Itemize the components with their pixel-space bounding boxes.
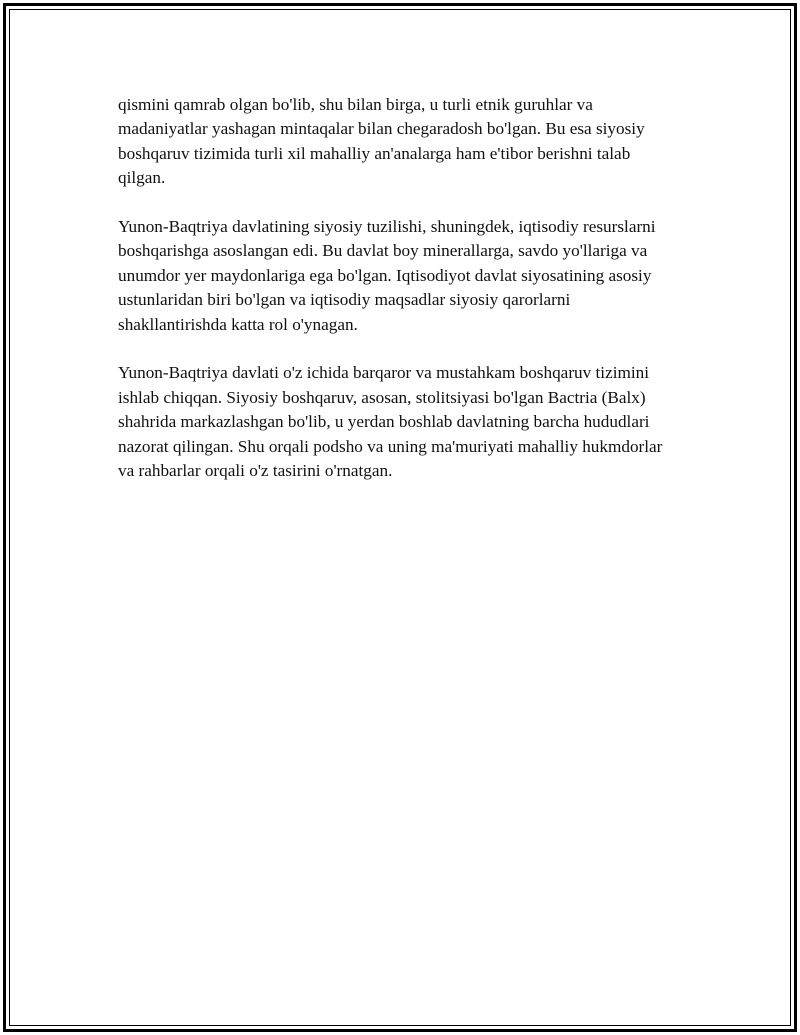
document-body	[118, 93, 678, 508]
paragraph-3: Yunon-Baqtriya davlati o'z ichida barqaror va mustahkam boshqaruv tizimini ishlab chiqqan. Siyosiy boshqaruv, asosan, stolitsiyasi bo'lgan Bactria (Balx) shahrida markazlashgan bo'lib, u yerdan boshlab davlatning barcha hududlari nazorat qilingan. Shu orqali podsho va uning ma'muriyati mahalliy hukmdorlar va rahbarlar orqali o'z tasirini o'rnatgan.	[118, 363, 663, 481]
paragraph-1: qismini qamrab olgan bo'lib, shu bilan birga, u turli etnik guruhlar va madaniyatlar yashagan mintaqalar bilan chegaradosh bo'lgan. Bu esa siyosiy boshqaruv tizimida turli xil mahalliy an'analarga ham e'tibor berishni talab qilgan.	[118, 95, 645, 188]
paragraph-2: Yunon-Baqtriya davlatining siyosiy tuzilishi, shuningdek, iqtisodiy resurslarni boshqarishga asoslangan edi. Bu davlat boy minerallarga, savdo yo'llariga va unumdor yer maydonlariga ega bo'lgan. Iqtisodiyot davlat siyosatining asosiy ustunlaridan biri bo'lgan va iqtisodiy maqsadlar siyosiy qarorlarni shakllantirishda katta rol o'ynagan.	[118, 217, 656, 334]
